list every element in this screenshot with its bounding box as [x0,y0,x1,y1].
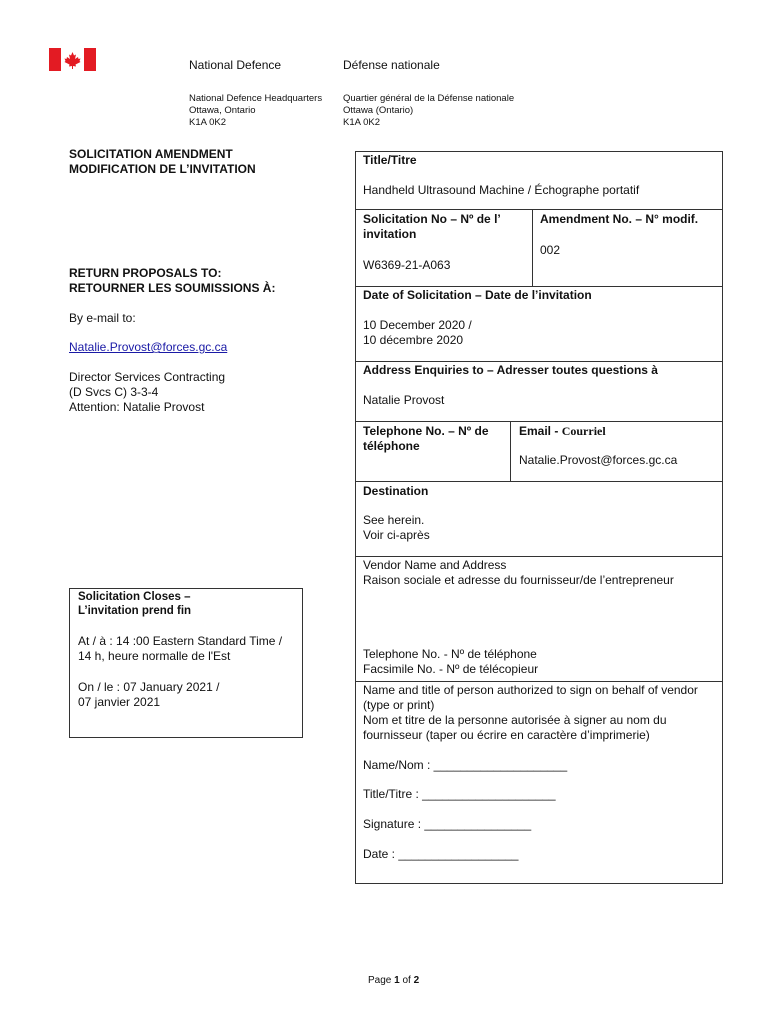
return-email-link[interactable]: Natalie.Provost@forces.gc.ca [69,340,228,354]
row-divider [355,681,723,682]
telephone-label: Telephone No. – Nº de téléphone [363,424,489,453]
solicitation-no-value: W6369-21-A063 [363,258,451,272]
title-value: Handheld Ultrasound Machine / Échographe portatif [363,183,640,197]
header-address-en: National Defence Headquarters Ottawa, Ontario K1A 0K2 [189,93,323,128]
solicitation-amendment-title: SOLICITATION AMENDMENT MODIFICATION DE L’INVITATION [69,147,256,176]
title-label: Title/Titre [363,153,417,167]
title-field[interactable]: Title/Titre : ____________________ [363,787,556,801]
by-email-label: By e-mail to: [69,311,136,325]
name-field[interactable]: Name/Nom : ____________________ [363,758,568,772]
destination-value: See herein. Voir ci-après [363,513,430,542]
destination-label: Destination [363,484,429,498]
vendor-facsimile: Facsimile No. - Nº de télécopieur [363,662,539,676]
header-dept-fr: Défense nationale [343,58,440,72]
amendment-no-value: 002 [540,243,561,257]
date-of-solicitation-value: 10 December 2020 / 10 décembre 2020 [363,318,472,347]
vendor-label: Vendor Name and Address Raison sociale et adresse du fournisseur/de l’entrepreneur [363,558,674,587]
closing-time: At / à : 14 :00 Eastern Standard Time / 14 h, heure normalle de l'Est [78,634,283,663]
return-proposals-heading: RETURN PROPOSALS TO: RETOURNER LES SOUMISSIONS À: [69,266,276,295]
header-dept-en: National Defence [189,58,282,72]
row-divider [355,286,723,287]
signature-field[interactable]: Signature : ________________ [363,817,532,831]
solicitation-closes-label: Solicitation Closes – L’invitation prend fin [78,591,192,617]
email-value: Natalie.Provost@forces.gc.ca [519,453,678,467]
row-divider [355,556,723,557]
row-divider [355,209,723,210]
canada-flag-icon [49,48,96,71]
solicitation-no-label: Solicitation No – Nº de l’ invitation [363,212,501,241]
column-divider [510,421,511,481]
date-of-solicitation-label: Date of Solicitation – Date de l’invitation [363,288,592,302]
row-divider [355,481,723,482]
row-divider [355,421,723,422]
director-address: Director Services Contracting (D Svcs C) 3-3-4 Attention: Natalie Provost [69,370,226,414]
authorized-person-label: Name and title of person authorized to sign on behalf of vendor (type or print) Nom et titre de la personne autorisée à signer au nom du fournisseur (taper ou écrire en caractère d’imprimerie) [363,683,698,742]
row-divider [355,361,723,362]
page-number: Page 1 of 2 [368,975,420,986]
enquiries-label: Address Enquiries to – Adresser toutes questions à [363,363,658,377]
enquiries-value: Natalie Provost [363,393,445,407]
header-address-fr: Quartier général de la Défense nationale Ottawa (Ontario) K1A 0K2 [343,93,515,128]
email-label: Email - Courriel [519,424,606,438]
date-field[interactable]: Date : __________________ [363,847,519,861]
column-divider [532,209,533,286]
amendment-no-label: Amendment No. – N° modif. [540,212,699,226]
vendor-telephone: Telephone No. - Nº de téléphone [363,647,537,661]
closing-date: On / le : 07 January 2021 / 07 janvier 2021 [78,680,220,709]
